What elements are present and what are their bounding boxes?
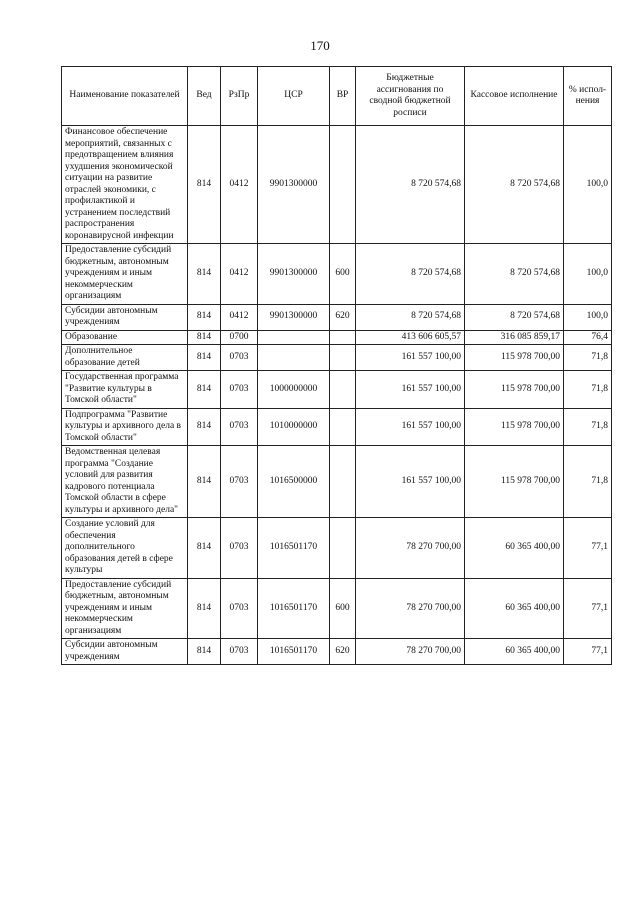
cell-rzpr: 0703 [221, 345, 258, 371]
table-row [62, 330, 612, 345]
cell-csr: 1000000000 [258, 371, 330, 409]
cell-ved: 814 [188, 345, 221, 371]
table-row [62, 408, 612, 446]
cell-rzpr: 0412 [221, 126, 258, 244]
cell-cash: 60 365 400,00 [465, 639, 564, 665]
cell-name: Образование [62, 330, 188, 345]
header-name: Наименование показателей [62, 67, 188, 126]
table-row [62, 244, 612, 305]
cell-name: Предоставление субсидий бюджетным, автономным учреждениям и иным некоммерческим организациям [62, 244, 188, 305]
cell-rzpr: 0703 [221, 408, 258, 446]
header-vr: ВР [330, 67, 356, 126]
cell-cash: 8 720 574,68 [465, 244, 564, 305]
table-header-row [62, 67, 612, 126]
cell-name: Государственная программа "Развитие культуры в Томской области" [62, 371, 188, 409]
table-row [62, 518, 612, 579]
cell-ved: 814 [188, 639, 221, 665]
cell-rzpr: 0700 [221, 330, 258, 345]
cell-vr: 600 [330, 244, 356, 305]
table-row [62, 371, 612, 409]
cell-vr: 620 [330, 304, 356, 330]
page-number: 170 [310, 38, 330, 53]
table-row [62, 126, 612, 244]
cell-rzpr: 0703 [221, 518, 258, 579]
cell-rzpr: 0412 [221, 304, 258, 330]
cell-ved: 814 [188, 578, 221, 639]
cell-cash: 115 978 700,00 [465, 446, 564, 518]
cell-csr: 1016501170 [258, 639, 330, 665]
header-cash: Кассовое исполнение [465, 67, 564, 126]
cell-cash: 8 720 574,68 [465, 304, 564, 330]
cell-name: Создание условий для обеспечения дополнительного образования детей в сфере культуры [62, 518, 188, 579]
cell-percent: 100,0 [564, 126, 612, 244]
cell-cash: 8 720 574,68 [465, 126, 564, 244]
cell-rzpr: 0412 [221, 244, 258, 305]
cell-budget: 78 270 700,00 [356, 639, 465, 665]
cell-budget: 413 606 605,57 [356, 330, 465, 345]
cell-name: Субсидии автономным учреждениям [62, 304, 188, 330]
cell-csr: 9901300000 [258, 126, 330, 244]
cell-budget: 78 270 700,00 [356, 518, 465, 579]
cell-rzpr: 0703 [221, 371, 258, 409]
cell-csr: 9901300000 [258, 244, 330, 305]
cell-percent: 71,8 [564, 371, 612, 409]
cell-ved: 814 [188, 244, 221, 305]
cell-ved: 814 [188, 126, 221, 244]
cell-rzpr: 0703 [221, 446, 258, 518]
header-ved: Вед [188, 67, 221, 126]
cell-name: Дополнительное образование детей [62, 345, 188, 371]
cell-cash: 60 365 400,00 [465, 578, 564, 639]
cell-vr [330, 518, 356, 579]
cell-csr: 1016501170 [258, 578, 330, 639]
cell-csr: 1016500000 [258, 446, 330, 518]
cell-vr [330, 446, 356, 518]
cell-ved: 814 [188, 371, 221, 409]
cell-csr: 1016501170 [258, 518, 330, 579]
cell-ved: 814 [188, 518, 221, 579]
cell-percent: 76,4 [564, 330, 612, 345]
cell-percent: 71,8 [564, 408, 612, 446]
budget-table [61, 66, 612, 665]
header-budget: Бюджетные ассигнования по сводной бюджетной росписи [356, 67, 465, 126]
cell-percent: 71,8 [564, 446, 612, 518]
cell-csr: 1010000000 [258, 408, 330, 446]
table-row [62, 304, 612, 330]
cell-budget: 8 720 574,68 [356, 304, 465, 330]
cell-name: Предоставление субсидий бюджетным, автономным учреждениям и иным некоммерческим организациям [62, 578, 188, 639]
cell-cash: 115 978 700,00 [465, 371, 564, 409]
cell-budget: 8 720 574,68 [356, 244, 465, 305]
cell-vr: 620 [330, 639, 356, 665]
cell-percent: 77,1 [564, 639, 612, 665]
cell-percent: 77,1 [564, 518, 612, 579]
table-row [62, 578, 612, 639]
header-csr: ЦСР [258, 67, 330, 126]
cell-name: Подпрограмма "Развитие культуры и архивного дела в Томской области" [62, 408, 188, 446]
cell-budget: 161 557 100,00 [356, 408, 465, 446]
header-percent: % испол-нения [564, 67, 612, 126]
cell-budget: 161 557 100,00 [356, 345, 465, 371]
cell-ved: 814 [188, 330, 221, 345]
cell-cash: 60 365 400,00 [465, 518, 564, 579]
cell-budget: 161 557 100,00 [356, 446, 465, 518]
cell-vr [330, 408, 356, 446]
cell-ved: 814 [188, 446, 221, 518]
cell-name: Ведомственная целевая программа "Создание условий для развития кадрового потенциала Томской области в сфере культуры и архивного дела" [62, 446, 188, 518]
cell-ved: 814 [188, 304, 221, 330]
cell-rzpr: 0703 [221, 639, 258, 665]
cell-budget: 161 557 100,00 [356, 371, 465, 409]
cell-csr [258, 330, 330, 345]
table-row [62, 345, 612, 371]
cell-rzpr: 0703 [221, 578, 258, 639]
cell-ved: 814 [188, 408, 221, 446]
cell-percent: 77,1 [564, 578, 612, 639]
cell-budget: 78 270 700,00 [356, 578, 465, 639]
table-row [62, 446, 612, 518]
cell-vr [330, 126, 356, 244]
cell-budget: 8 720 574,68 [356, 126, 465, 244]
cell-vr [330, 345, 356, 371]
cell-cash: 115 978 700,00 [465, 408, 564, 446]
cell-vr [330, 371, 356, 409]
cell-percent: 71,8 [564, 345, 612, 371]
cell-cash: 115 978 700,00 [465, 345, 564, 371]
header-rzpr: РзПр [221, 67, 258, 126]
cell-vr [330, 330, 356, 345]
cell-percent: 100,0 [564, 304, 612, 330]
cell-cash: 316 085 859,17 [465, 330, 564, 345]
table-row [62, 639, 612, 665]
cell-vr: 600 [330, 578, 356, 639]
cell-csr [258, 345, 330, 371]
cell-name: Субсидии автономным учреждениям [62, 639, 188, 665]
cell-csr: 9901300000 [258, 304, 330, 330]
cell-name: Финансовое обеспечение мероприятий, связанных с предотвращением влияния ухудшения экономической ситуации на развитие отраслей экономики, с профилактикой и устранением последствий распространения коронавирусной инфекции [62, 126, 188, 244]
cell-percent: 100,0 [564, 244, 612, 305]
